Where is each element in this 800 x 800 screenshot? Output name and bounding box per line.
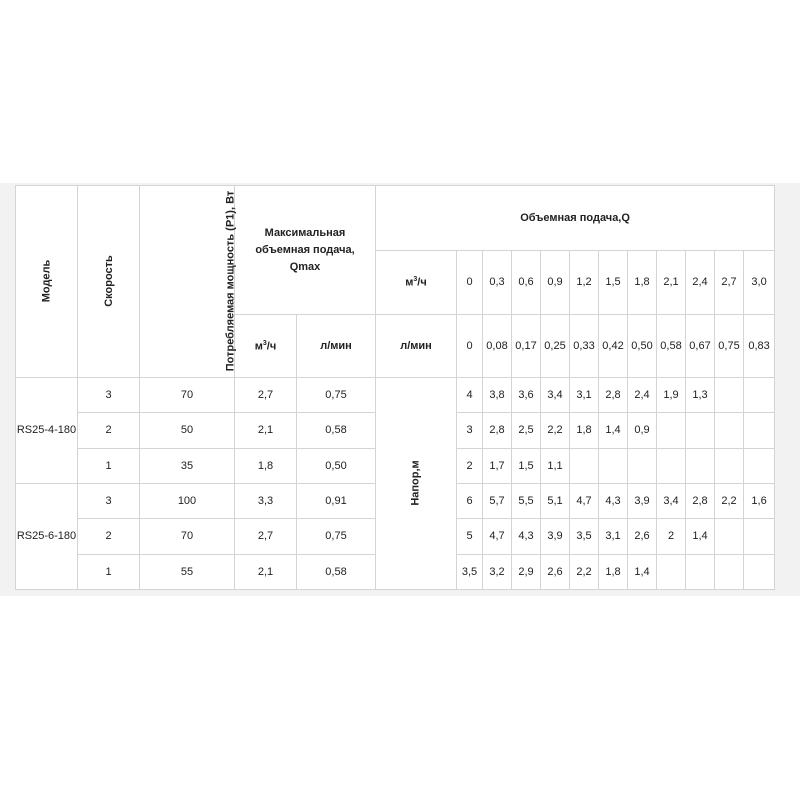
flow-m3h-value: 1,8 [628,250,657,315]
flow-m3h-value: 3,0 [744,250,775,315]
head-value [657,413,686,448]
flow-m3h-value: 0,9 [541,250,570,315]
head-value: 1,9 [657,377,686,412]
head-value: 1,3 [686,377,715,412]
head-value [686,554,715,589]
unit-lmin-label: л/мин [376,315,457,378]
head-value: 2 [457,448,483,483]
head-value: 2,8 [686,483,715,518]
head-value: 3,1 [599,519,628,554]
head-value: 2,2 [570,554,599,589]
head-value [715,448,744,483]
header-qmax: Максимальная объемная подача, Qmax [235,186,376,315]
flow-lmin-value: 0,08 [483,315,512,378]
flow-m3h-value: 0 [457,250,483,315]
head-value [715,554,744,589]
head-value: 1,7 [483,448,512,483]
power-cell: 35 [140,448,235,483]
qmax-m3h-cell: 2,7 [235,519,297,554]
head-value: 1,6 [744,483,775,518]
flow-lmin-value: 0,42 [599,315,628,378]
speed-cell: 3 [78,377,140,412]
flow-lmin-value: 0,75 [715,315,744,378]
head-value: 4,7 [483,519,512,554]
head-value: 2,6 [541,554,570,589]
header-model: Модель [16,186,78,378]
power-cell: 70 [140,519,235,554]
head-value: 3 [457,413,483,448]
qmax-lmin-cell: 0,91 [297,483,376,518]
qmax-m3h-cell: 2,1 [235,554,297,589]
head-value: 3,9 [628,483,657,518]
header-flow-title: Объемная подача,Q [376,186,775,251]
head-value [628,448,657,483]
head-value: 5,5 [512,483,541,518]
qmax-m3h-cell: 2,1 [235,413,297,448]
head-value: 3,9 [541,519,570,554]
head-value: 4,3 [599,483,628,518]
flow-m3h-value: 2,7 [715,250,744,315]
head-value [744,413,775,448]
power-cell: 70 [140,377,235,412]
head-value: 3,1 [570,377,599,412]
header-speed: Скорость [78,186,140,378]
table-panel [0,183,800,596]
flow-m3h-value: 1,5 [599,250,628,315]
qmax-lmin-cell: 0,50 [297,448,376,483]
speed-cell: 1 [78,448,140,483]
head-value: 3,4 [541,377,570,412]
qmax-lmin-cell: 0,58 [297,413,376,448]
head-value: 4,7 [570,483,599,518]
head-value: 2,9 [512,554,541,589]
flow-lmin-value: 0,67 [686,315,715,378]
head-value: 2,8 [599,377,628,412]
head-value: 3,2 [483,554,512,589]
head-label: Напор,м [376,377,457,589]
flow-m3h-value: 2,4 [686,250,715,315]
model-cell: RS25-6-180 [16,483,78,589]
head-value: 3,4 [657,483,686,518]
speed-cell: 3 [78,483,140,518]
head-value: 3,5 [457,554,483,589]
flow-lmin-value: 0,50 [628,315,657,378]
model-cell: RS25-4-180 [16,377,78,483]
flow-lmin-value: 0,25 [541,315,570,378]
head-value: 2,2 [541,413,570,448]
head-value: 1,8 [570,413,599,448]
flow-lmin-value: 0,17 [512,315,541,378]
head-value: 2,5 [512,413,541,448]
table-row [16,377,775,412]
head-value [715,377,744,412]
flow-m3h-value: 1,2 [570,250,599,315]
qmax-lmin-cell: 0,58 [297,554,376,589]
head-value: 1,1 [541,448,570,483]
head-value: 3,8 [483,377,512,412]
head-value: 1,4 [599,413,628,448]
flow-m3h-value: 0,3 [483,250,512,315]
head-value: 3,5 [570,519,599,554]
qmax-m3h-cell: 3,3 [235,483,297,518]
qmax-unit-lmin: л/мин [297,315,376,378]
head-value [599,448,628,483]
head-value: 6 [457,483,483,518]
head-value: 1,4 [628,554,657,589]
speed-cell: 2 [78,413,140,448]
head-value [744,519,775,554]
speed-cell: 1 [78,554,140,589]
head-value: 1,8 [599,554,628,589]
head-value: 2,8 [483,413,512,448]
flow-lmin-value: 0 [457,315,483,378]
qmax-lmin-cell: 0,75 [297,377,376,412]
qmax-m3h-cell: 2,7 [235,377,297,412]
flow-lmin-value: 0,33 [570,315,599,378]
qmax-lmin-cell: 0,75 [297,519,376,554]
head-value [744,448,775,483]
speed-cell: 2 [78,519,140,554]
flow-m3h-value: 2,1 [657,250,686,315]
head-value: 2,2 [715,483,744,518]
head-value [657,448,686,483]
head-value: 2 [657,519,686,554]
head-value: 1,4 [686,519,715,554]
flow-m3h-value: 0,6 [512,250,541,315]
head-value: 4,3 [512,519,541,554]
head-value: 3,6 [512,377,541,412]
head-value: 1,5 [512,448,541,483]
head-value [657,554,686,589]
head-value [715,413,744,448]
power-cell: 55 [140,554,235,589]
qmax-unit-m3h: $м^3/ч$ [235,315,297,378]
head-value: 4 [457,377,483,412]
head-value [570,448,599,483]
head-value: 5,7 [483,483,512,518]
head-value: 0,9 [628,413,657,448]
head-value [744,377,775,412]
head-value: 5,1 [541,483,570,518]
flow-lmin-value: 0,83 [744,315,775,378]
header-power: Потребляемая мощность (P1), Вт [140,186,235,378]
pump-performance-table [15,185,775,590]
head-value: 5 [457,519,483,554]
qmax-m3h-cell: 1,8 [235,448,297,483]
head-value: 2,6 [628,519,657,554]
head-value [686,448,715,483]
head-value: 2,4 [628,377,657,412]
power-cell: 50 [140,413,235,448]
head-value [744,554,775,589]
head-value [715,519,744,554]
flow-lmin-value: 0,58 [657,315,686,378]
unit-m3h-label: $м^3/ч$ [376,250,457,315]
power-cell: 100 [140,483,235,518]
head-value [686,413,715,448]
